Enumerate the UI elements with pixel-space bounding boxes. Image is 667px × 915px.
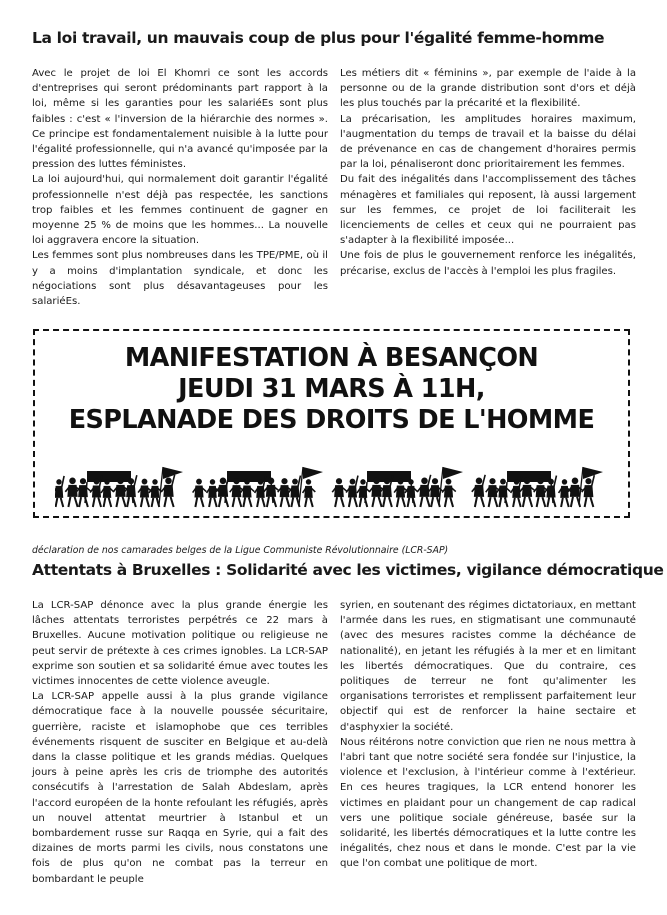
paragraph: Les métiers dit « féminins », par exemple de l'aide à la personne ou de la grande distribution sont d'ors et déjà les plus touchés par la précarité et la flexibilité. bbox=[340, 68, 636, 110]
demonstration-banner bbox=[33, 329, 630, 518]
paragraph: La LCR-SAP appelle aussi à la plus grande vigilance démocratique face à la nouvelle poussée sécuritaire, guerrière, raciste et islamophobe que ces terribles événements risquent de susciter en Belgique et au-delà dans la classe politique et les grands médias. Quelques jours à peine après les cris de triomphe des autorités consécutifs à l'arrestation de Salah Abdeslam, après l'accord européen de la honte refoulant les réfugiés, après un nouvel attentat meurtrier à Istanbul et un bombardement russe sur Raqqa en Syrie, qui a fait des dizaines de morts parmi les civils, nous constatons une fois de plus qu'on ne combat pas la terreur en bombardant le peuple bbox=[32, 691, 328, 885]
article-title: Attentats à Bruxelles : Solidarité avec les victimes, vigilance démocratique bbox=[32, 561, 664, 579]
banner-line: MANIFESTATION À BESANÇON bbox=[124, 343, 539, 373]
paragraph: La précarisation, les amplitudes horaires maximum, l'augmentation du temps de travail et la baisse du délai de prévenance en cas de changement d'horaires permis par la loi, pénaliseront donc prioritairement les femmes. bbox=[340, 113, 636, 171]
paragraph: Nous réitérons notre conviction que rien ne nous mettra à l'abri tant que notre société sera fondée sur l'injustice, la violence et l'exclusion, à l'intérieur comme à l'extérieur. En ces heures tragiques, la LCR entend honorer les victimes en plaidant pour un changement de cap radical vers une politique sociale généreuse, basée sur la solidarité, les libertés démocratiques et la lutte contre les inégalités, chez nous et dans le monde. C'est par la vie que l'on combat une politique de mort. bbox=[340, 736, 636, 870]
paragraph: syrien, en soutenant des régimes dictatoriaux, en mettant l'armée dans les rues, en stigmatisant une communauté (avec des mesures racistes comme la déchéance de nationalité), en jetant les réfugiés à la mer et en limitant les libertés démocratiques. Que du contraire, ces politiques de terreur ne font qu'alimenter les organisations terroristes et remplissent parfaitement leur objectif qui est de renforcer la haine sectaire et d'asphyxier la société. bbox=[340, 600, 636, 733]
left-column bbox=[32, 66, 328, 309]
paragraph: Du fait des inégalités dans l'accomplissement des tâches ménagères et familiales qui reposent, là aussi largement sur les femmes, ce projet de loi faciliterait les licenciements de celles et ceux qui ne pourraient pas s'adapter à la flexibilité imposée... bbox=[340, 174, 636, 247]
right-column bbox=[340, 598, 636, 887]
article-title: La loi travail, un mauvais coup de plus pour l'égalité femme-homme bbox=[32, 29, 605, 47]
article-body bbox=[32, 66, 636, 309]
left-column bbox=[32, 598, 328, 887]
banner-line: JEUDI 31 MARS À 11H, bbox=[178, 374, 485, 404]
paragraph: La loi aujourd'hui, qui normalement doit garantir l'égalité professionnelle n'est déjà pas respectée, les sanctions trop faibles et les femmes continuent de gagner en moyenne 25 % de moins que les hommes... La nouvelle loi aggravera encore la situation. bbox=[32, 174, 328, 247]
banner-heading bbox=[35, 343, 628, 436]
right-column bbox=[340, 66, 636, 309]
article-body bbox=[32, 598, 636, 887]
paragraph: Avec le projet de loi El Khomri ce sont les accords d'entreprises qui seront prédominants part rapport à la loi, même si les garanties pour les salariéEs sont plus faibles : c'est « l'inversion de la hiérarchie des normes ». Ce principe est fondamentalement nuisible à la lutte pour l'égalité professionnelle, qui n'a avancé qu'imposée par la pression des luttes féministes. bbox=[32, 68, 328, 171]
paragraph: La LCR-SAP dénonce avec la plus grande énergie les lâches attentats terroristes perpétrés ce 22 mars à Bruxelles. Aucune motivation politique ou religieuse ne peut servir de prétexte à ces crimes ignobles. La LCR-SAP exprime son soutien et sa solidarité émue avec toutes les victimes innocentes de cette violence aveugle. bbox=[32, 600, 328, 688]
paragraph: Une fois de plus le gouvernement renforce les inégalités, précarise, exclus de l'accès à l'emploi les plus fragiles. bbox=[340, 250, 636, 277]
paragraph: Les femmes sont plus nombreuses dans les TPE/PME, où il y a moins d'implantation syndicale, et donc les négociations sont plus désavantageuses pour les salariéEs. bbox=[32, 250, 328, 308]
protest-crowd-icon bbox=[55, 463, 615, 511]
banner-line: ESPLANADE DES DROITS DE L'HOMME bbox=[68, 405, 595, 435]
article-intro: déclaration de nos camarades belges de la Ligue Communiste Révolutionnaire (LCR-SAP) bbox=[32, 545, 449, 556]
